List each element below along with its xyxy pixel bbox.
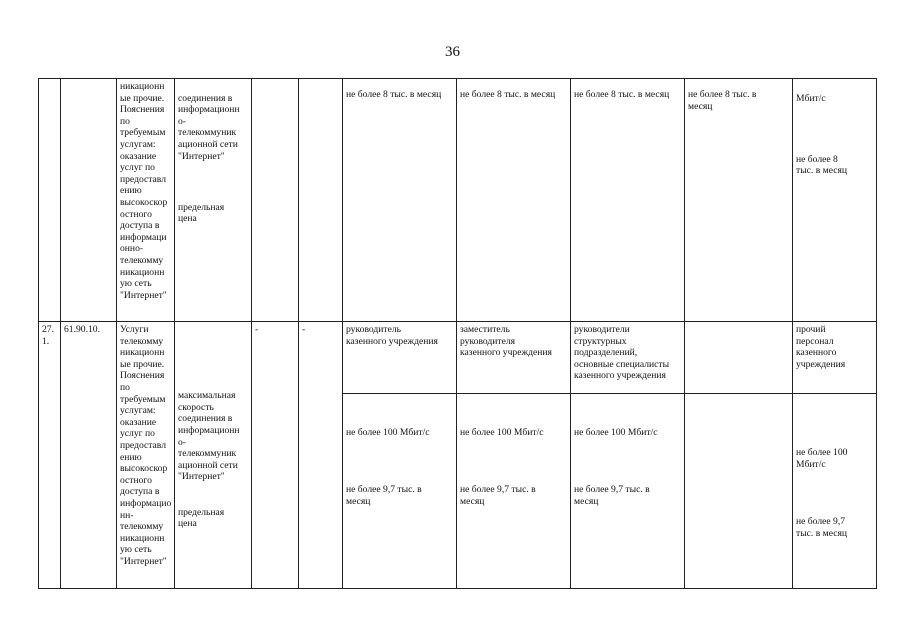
- speed-value: не более 100 Мбит/с: [460, 427, 544, 439]
- cell-position: [685, 322, 793, 394]
- cell-value: [343, 79, 457, 322]
- unit-text: Мбит/с: [796, 92, 826, 104]
- price-value: не более 9,7 тыс. в месяц: [574, 484, 650, 507]
- cell-position: заместитель руководителя казенного учреждения: [457, 322, 571, 394]
- cell-value: [457, 79, 571, 322]
- value-text: не более 8 тыс. в месяц: [688, 89, 757, 112]
- cell-characteristics: [175, 322, 252, 589]
- requirements-table: [38, 78, 877, 589]
- characteristic-speed: максимальная скорость соединения в информационн о- телекоммуник ационной сети "Интернет": [178, 390, 240, 483]
- cell-value: [343, 394, 457, 589]
- cell-number: 27. 1.: [39, 322, 61, 589]
- price-value: не более 9,7 тыс. в месяц: [346, 484, 422, 507]
- cell-value: [457, 394, 571, 589]
- value-text: не более 8 тыс. в месяц: [574, 89, 670, 100]
- value-text: не более 8 тыс. в месяц: [460, 89, 556, 100]
- cell-position: прочий персонал казенного учреждения: [793, 322, 877, 394]
- cell-characteristics: [175, 79, 252, 322]
- cell-unit-code: -: [252, 322, 299, 589]
- price-value: не более 9,7 тыс. в месяц: [796, 515, 847, 539]
- cell-unit-name: [299, 79, 343, 322]
- characteristic-price: предельная цена: [178, 201, 225, 225]
- cell-value: [571, 79, 685, 322]
- table-row: [39, 322, 877, 394]
- speed-value: не более 100 Мбит/с: [796, 447, 848, 470]
- cell-number: [39, 79, 61, 322]
- cell-value: [793, 79, 877, 322]
- cell-service: никационн ые прочие. Пояснения по требуемым услугам: оказание услуг по предоставл ению высокоскор остного доступа в информаци онно- телекомму никационн ую сеть "Интернет": [117, 79, 175, 322]
- speed-value: не более 100 Мбит/с: [574, 427, 658, 439]
- cell-service: Услуги телекомму никационн ые прочие. Пояснения по требуемым услугам: оказание услуг по предоставл ению высокоскор остного доступа в информацио нн- телекомму никационн ую сеть "Интернет": [117, 322, 175, 589]
- cell-value: [685, 394, 793, 589]
- value-text: не более 8 тыс. в месяц: [346, 89, 442, 100]
- cell-value: [685, 79, 793, 322]
- speed-value: не более 100 Мбит/с: [346, 427, 430, 439]
- table-row: [39, 79, 877, 322]
- cell-code: [61, 79, 117, 322]
- price-value: не более 9,7 тыс. в месяц: [460, 484, 536, 507]
- cell-unit-name: -: [299, 322, 343, 589]
- cell-position: руководители структурных подразделений, основные специалисты казенного учреждения: [571, 322, 685, 394]
- page-number: 36: [445, 44, 460, 60]
- cell-position: руководитель казенного учреждения: [343, 322, 457, 394]
- characteristic-price: предельная цена: [178, 506, 225, 530]
- characteristic-speed: соединения в информационн о- телекоммуник ационной сети "Интернет": [178, 92, 240, 162]
- cell-value: [793, 394, 877, 589]
- cell-value: [571, 394, 685, 589]
- cell-code: 61.90.10.: [61, 322, 117, 589]
- cell-unit-code: [252, 79, 299, 322]
- value-text: не более 8 тыс. в месяц: [796, 153, 847, 177]
